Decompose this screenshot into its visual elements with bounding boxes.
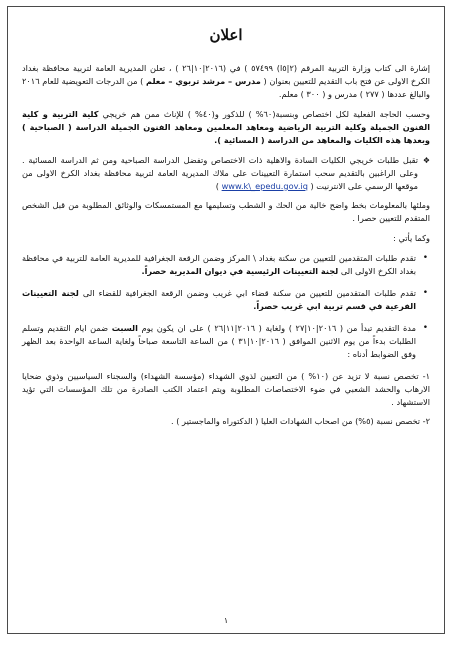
list-item-emphasis: لجنة التعيينات الفرعية في قسم تربية ابي غريب حصراً. — [22, 288, 416, 311]
list-item — [22, 252, 430, 278]
bullet-icon: • — [422, 323, 428, 333]
intro-tail: ) من الدرجات التعويضية للعام ٢٠١٦ والبالغ عددها ( ٢٧٧ ) مدرس و ( ٣٠٠ ) معلم. — [22, 76, 430, 99]
eligible-colleges: كلية التربية و كلية الفنون الجميلة وكلية التربية الرياضية ومعاهد المعلمين ومعاهد الفنون الجميلة الدراسة ( الصباحية ) وبعدها هذه الكليات والمعاهد من الدراسة ( المسائية ). — [22, 109, 430, 145]
fill-form-paragraph: وملئها بالمعلومات بخط واضح خالية من الحك و الشطب وتسليمها مع المستمسكات والوثائق المطلوبة من قبل الشخص المتقدم للتعيين حصرا . — [22, 200, 430, 223]
list-item-text: مدة التقديم تبدأ من ( ٢٠١٦|١٠|٢٧ ) ولغاية ( ٢٠١٦|١١|٢٦ ) على ان يكون يوم — [141, 323, 416, 333]
numbered-rule-2: ٢- تخصص نسبة (٥%) من اصحاب الشهادات العليا ( الدكتوراه والماجستير ) . — [171, 416, 430, 426]
list-item — [22, 287, 430, 313]
applications-text: تقبل طلبات خريجي الكليات السادة والاهلية ذات الاختصاص وتفضل الدراسة الصباحية ومن ثم الدراسة المسائية . وعلى الراغبين بالتقديم سحب استمارة التعيينات على ملاك المديرية العامة لتربية محافظة بغداد الكرخ الاولى من موقعها الرسمي على الانترنيت ( — [22, 155, 418, 191]
list-item-emphasis: لجنة التعيينات الرئيسية في ديوان المديرية حصراً. — [141, 266, 339, 276]
document-page — [7, 6, 445, 634]
bullet-icon: • — [422, 253, 428, 263]
job-titles: مدرس – مرشد تربوي – معلم — [146, 76, 261, 86]
document-body — [22, 25, 430, 434]
website-link[interactable]: www.k\_epedu.gov.iq — [221, 181, 308, 191]
list-item-text: تقدم طلبات المتقدمين للتعيين من سكنة بغداد \ المركز وضمن الرقعة الجغرافية للمديرية العامة للتربية في محافظة بغداد الكرخ الاولى الى — [22, 253, 416, 276]
page-title: اعلان — [209, 26, 243, 44]
as-follows-label: وكما يأتي : — [393, 233, 430, 243]
eligibility-text: وحسب الحاجة الفعلية لكل اختصاص وبنسبة(٦٠% ) للذكور و(٤٠% ) للإناث ممن هم خريجي — [102, 109, 430, 119]
intro-text: إشارة الى كتاب وزارة التربية المرقم (٢|٥ا) ٥٧٤٩٩ ) في (٢٠١٦|١٠|٢٦ ) ، تعلن المديرية العامة لتربية محافظة بغداد الكرخ الاولى عن فتح باب التقديم للتعيين بعنوان ( — [22, 63, 430, 86]
numbered-rule-1: ١- تخصص نسبة لا تزيد عن (١٠% ) من التعيين لذوي الشهداء (مؤسسة الشهداء) والسجناء السياسيين وذوي ضحايا الارهاب والحشد الشعبي في ضوء الاختصاصات المطلوبة ويتم اعتماد الكتب الصادرة من تلك المؤسسات التي تؤيد الاستشهاد . — [22, 371, 430, 407]
intro-paragraph — [22, 62, 430, 101]
bullet-icon: • — [422, 288, 428, 298]
list-item — [22, 322, 430, 361]
list-item-text-continued: ضمن ايام التقديم وتسلم الطلبات بدءاً من يوم الاثنين الموافق ( ٢٠١٦|١٠|٣١ ) من الساعة التاسعة صباحاً ولغاية الساعة الواحدة بعد الظهر وفق الضوابط أدناه : — [22, 323, 417, 359]
list-item-text: تقدم طلبات المتقدمين للتعيين من سكنة قضاء ابي غريب وضمن الرقعة الجغرافية للقضاء الى — [82, 288, 417, 298]
applications-paragraph — [22, 154, 430, 193]
applications-tail: ) — [215, 181, 219, 191]
page-number: ١ — [223, 616, 229, 625]
diamond-bullet-icon: ❖ — [422, 156, 430, 165]
list-item-emphasis: السبت — [111, 323, 138, 333]
eligibility-paragraph — [22, 108, 430, 147]
rules-list — [22, 252, 430, 361]
